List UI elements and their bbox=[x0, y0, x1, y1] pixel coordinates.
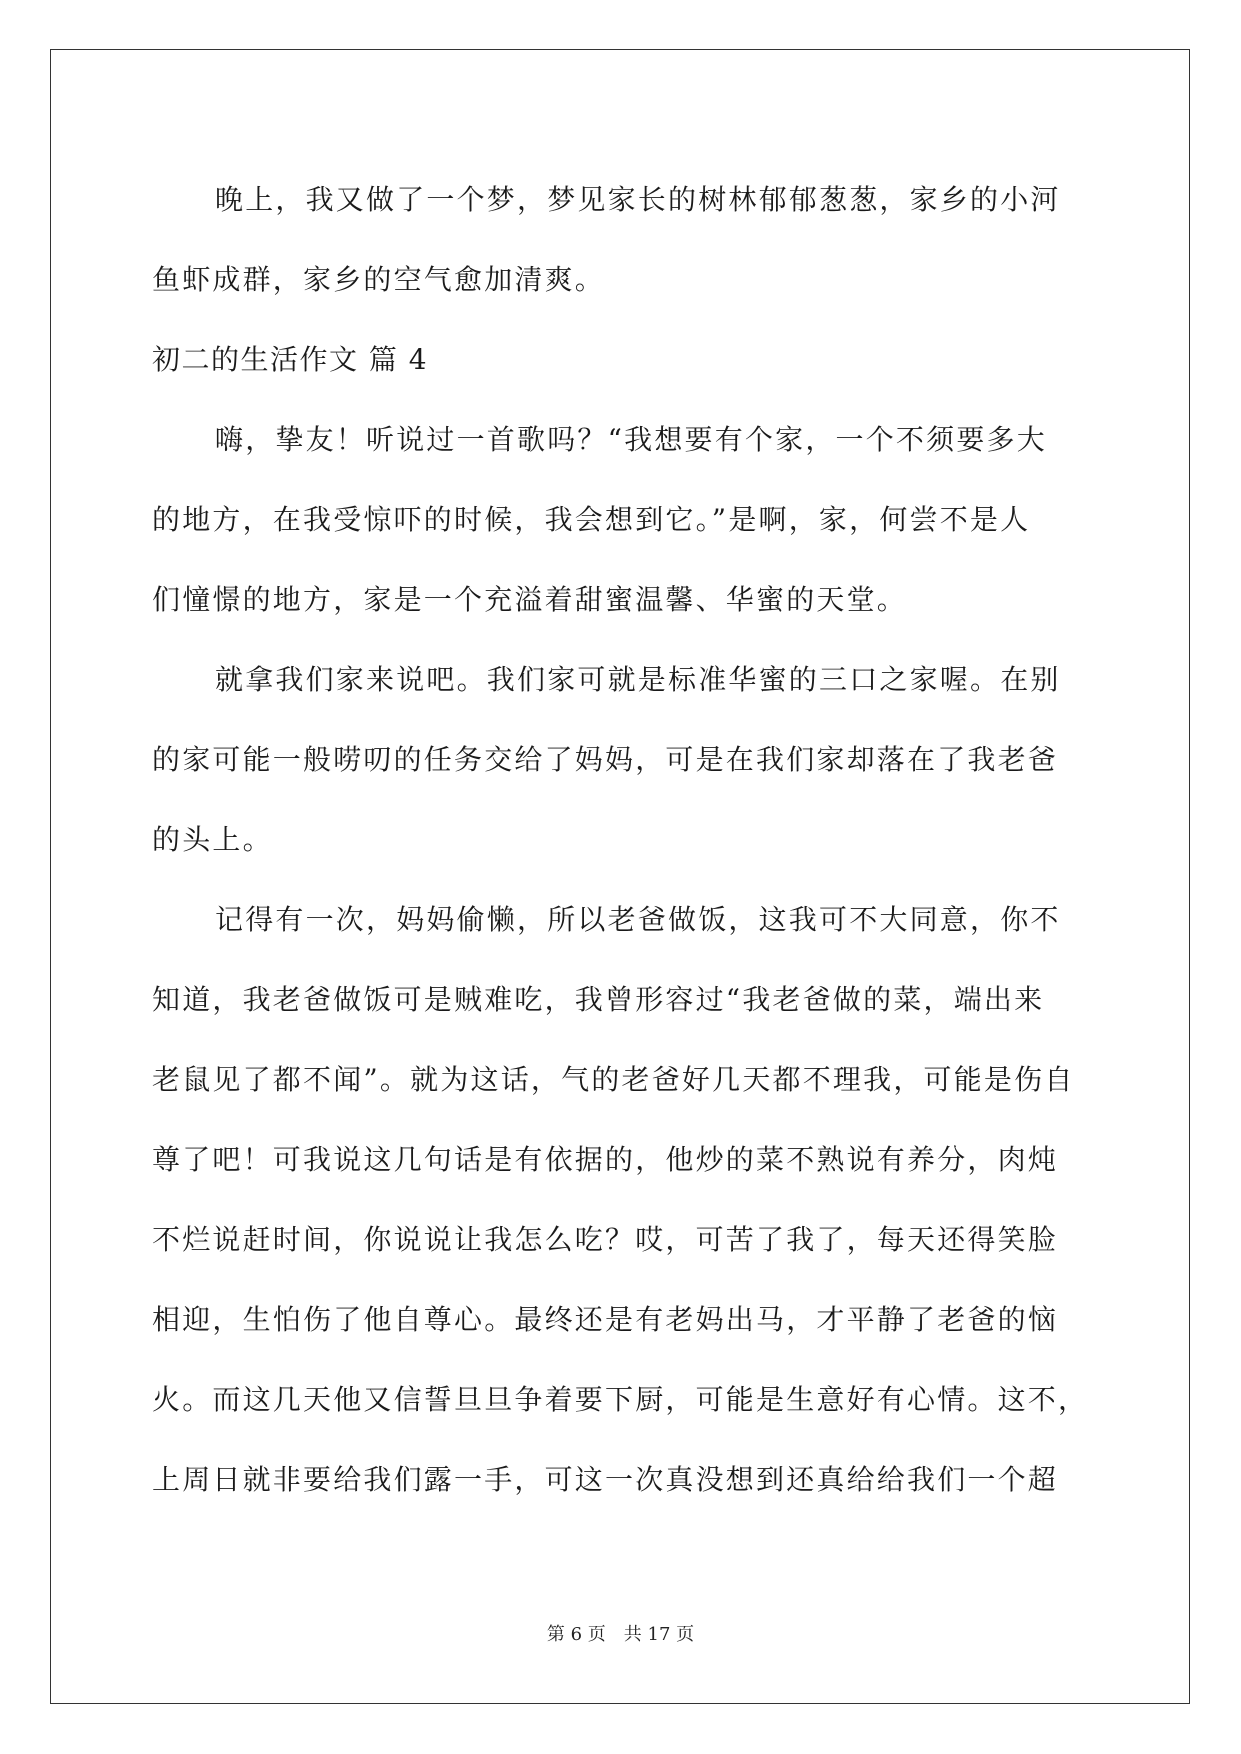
paragraph-line: 火。而这几天他又信誓旦旦争着要下厨，可能是生意好有心情。这不， bbox=[152, 1383, 1089, 1416]
paragraph-line: 们憧憬的地方，家是一个充溢着甜蜜温馨、华蜜的天堂。 bbox=[152, 583, 908, 616]
page-total: 共 17 页 bbox=[623, 1624, 695, 1645]
paragraph-line: 晚上，我又做了一个梦，梦见家长的树林郁郁葱葱，家乡的小河 bbox=[215, 183, 1061, 216]
paragraph-line: 鱼虾成群，家乡的空气愈加清爽。 bbox=[152, 263, 606, 296]
paragraph-line: 老鼠见了都不闻”。就为这话，气的老爸好几天都不理我，可能是伤自 bbox=[152, 1063, 1075, 1096]
page-footer bbox=[0, 1620, 1241, 1646]
paragraph-line: 上周日就非要给我们露一手，可这一次真没想到还真给给我们一个超 bbox=[152, 1463, 1059, 1496]
paragraph-line: 就拿我们家来说吧。我们家可就是标准华蜜的三口之家喔。在别 bbox=[215, 663, 1061, 696]
document-body bbox=[152, 160, 1097, 1520]
paragraph-line: 的地方，在我受惊吓的时候，我会想到它。”是啊，家，何尝不是人 bbox=[152, 503, 1031, 536]
paragraph-line: 嗨，挚友！听说过一首歌吗？“我想要有个家，一个不须要多大 bbox=[215, 423, 1047, 456]
paragraph-line: 尊了吧！可我说这几句话是有依据的，他炒的菜不熟说有养分，肉炖 bbox=[152, 1143, 1059, 1176]
paragraph-line: 的头上。 bbox=[152, 823, 273, 856]
page-number: 第 6 页 bbox=[546, 1624, 606, 1645]
paragraph-line: 的家可能一般唠叨的任务交给了妈妈，可是在我们家却落在了我老爸 bbox=[152, 743, 1059, 776]
paragraph-line: 记得有一次，妈妈偷懒，所以老爸做饭，这我可不大同意，你不 bbox=[215, 903, 1061, 936]
section-heading: 初二的生活作文 篇 4 bbox=[152, 343, 429, 376]
paragraph-line: 相迎，生怕伤了他自尊心。最终还是有老妈出马，才平静了老爸的恼 bbox=[152, 1303, 1059, 1336]
paragraph-line: 知道，我老爸做饭可是贼难吃，我曾形容过“我老爸做的菜，端出来 bbox=[152, 983, 1045, 1016]
paragraph-line: 不烂说赶时间，你说说让我怎么吃？哎，可苦了我了，每天还得笑脸 bbox=[152, 1223, 1059, 1256]
